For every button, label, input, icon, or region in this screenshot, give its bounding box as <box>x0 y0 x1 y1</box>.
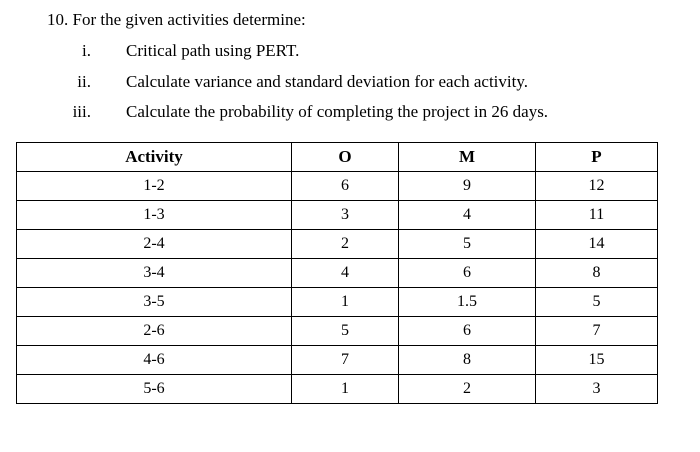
question-heading: 10. For the given activities determine: <box>47 10 306 29</box>
cell-p: 12 <box>536 172 658 201</box>
header-activity: Activity <box>17 143 292 172</box>
cell-p: 5 <box>536 288 658 317</box>
cell-activity: 3-4 <box>17 259 292 288</box>
cell-activity: 2-4 <box>17 230 292 259</box>
header-optimistic: O <box>292 143 399 172</box>
table-row <box>17 288 658 317</box>
table-row <box>17 259 658 288</box>
cell-p: 15 <box>536 346 658 375</box>
table-row <box>17 201 658 230</box>
cell-m: 6 <box>399 259 536 288</box>
cell-m: 2 <box>399 375 536 404</box>
table-row <box>17 375 658 404</box>
cell-activity: 1-2 <box>17 172 292 201</box>
cell-p: 7 <box>536 317 658 346</box>
cell-o: 4 <box>292 259 399 288</box>
cell-o: 7 <box>292 346 399 375</box>
cell-o: 1 <box>292 375 399 404</box>
activity-table <box>16 142 658 404</box>
cell-m: 5 <box>399 230 536 259</box>
cell-o: 3 <box>292 201 399 230</box>
header-pessimistic: P <box>536 143 658 172</box>
cell-p: 11 <box>536 201 658 230</box>
cell-m: 1.5 <box>399 288 536 317</box>
header-most-likely: M <box>399 143 536 172</box>
table-row <box>17 230 658 259</box>
table-row <box>17 317 658 346</box>
item-text: Calculate the probability of completing the project in 26 days. <box>126 102 549 121</box>
item-text: Calculate variance and standard deviation for each activity. <box>126 72 528 91</box>
item-numeral: ii. <box>77 72 91 91</box>
table-row <box>17 346 658 375</box>
cell-activity: 2-6 <box>17 317 292 346</box>
cell-activity: 1-3 <box>17 201 292 230</box>
cell-o: 6 <box>292 172 399 201</box>
cell-m: 8 <box>399 346 536 375</box>
cell-p: 14 <box>536 230 658 259</box>
cell-o: 2 <box>292 230 399 259</box>
table-header-row <box>17 143 658 172</box>
cell-o: 5 <box>292 317 399 346</box>
cell-m: 9 <box>399 172 536 201</box>
item-numeral: iii. <box>72 102 91 121</box>
cell-p: 3 <box>536 375 658 404</box>
cell-m: 4 <box>399 201 536 230</box>
item-numeral: i. <box>82 41 91 60</box>
cell-o: 1 <box>292 288 399 317</box>
cell-activity: 4-6 <box>17 346 292 375</box>
cell-activity: 3-5 <box>17 288 292 317</box>
item-text: Critical path using PERT. <box>126 41 300 60</box>
cell-activity: 5-6 <box>17 375 292 404</box>
cell-p: 8 <box>536 259 658 288</box>
cell-m: 6 <box>399 317 536 346</box>
table-row <box>17 172 658 201</box>
